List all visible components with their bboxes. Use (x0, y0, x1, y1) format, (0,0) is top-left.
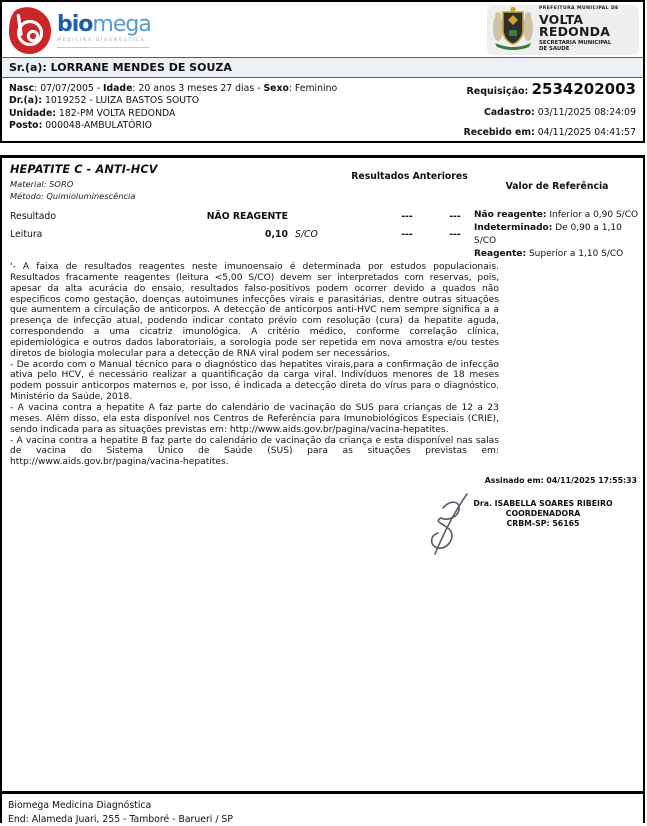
volta-redonda-crest-icon (491, 6, 535, 54)
reference-reactive: Reagente: Superior a 1,10 S/CO (474, 248, 640, 261)
result-row-leitura: Leitura 0,10 S/CO --- --- (10, 229, 479, 240)
doctor-name: Dra. ISABELLA SOARES RIBEIRO (453, 499, 633, 509)
column-reference-value: Valor de Referência (482, 181, 632, 192)
exam-section (0, 155, 645, 823)
biomega-wordmark (57, 14, 151, 48)
doctor-role: COORDENADORA (453, 509, 633, 519)
reference-nonreactive: Não reagente: Inferior a 0,90 S/CO (474, 209, 640, 222)
report-header (0, 0, 645, 143)
biomega-logo (7, 5, 157, 55)
seal-line1: PREFEITURA MUNICIPAL DE (539, 7, 619, 12)
exam-title: HEPATITE C - ANTI-HCV (10, 163, 158, 176)
requisition-number: Requisição: 2534202003 (464, 80, 636, 98)
column-previous-results: Resultados Anteriores (347, 171, 472, 182)
brand-bold: bio (57, 12, 92, 37)
brand-light: mega (92, 12, 150, 37)
footer-company: Biomega Medicina Diagnóstica (8, 799, 637, 813)
note-paragraph: '- A faixa de resultados reagentes neste imunoensaio é determinada por estudos populacionais. Resultados fracamente reagentes (leitura <5,00 S/CO) devem ser interpretados com reservas, pois, apesar da alta acurácia do ensaio, resultados falso-positivos podem ocorrer devido a quados não especificos como gestação, doenças autoimunes infecções virais e parasitárias, dentre outras situações que aumentem a circulação de anticorpos. A detecção de anticorpos anti-HVC nem sempre significa a a presença de infecção atual, podendo indicar contato prévio com resolução (cura) da hepatite aguda, correspondendo a uma cicatriz imunológica. A critério médico, conforme correlação clínica, epidemiológica e outros dados laboratoriais, a sorologia pode ser repetida em nova amostra e/ou testes diretos de biologia molecular para a detecção de RNA viral podem ser necessários. (10, 262, 499, 360)
registered-at: Cadastro: 03/11/2025 08:24:09 (464, 107, 636, 118)
requisition-info (464, 80, 636, 138)
doctor-registration: CRBM-SP: 56165 (453, 519, 633, 529)
patient-line-unit: Unidade: 182-PM VOLTA REDONDA (9, 108, 337, 120)
volta-redonda-seal (487, 5, 639, 55)
seal-line3: REDONDA (539, 26, 619, 39)
note-paragraph: - A vacina contra a hepatite B faz parte do calendário de vacinação da criança e esta disponível nas salas de vacina do Sistema Único de Saúde (SUS) para as situações previstas em: http://www.aids.gov.br/pagina/vacina-hepatites. (10, 436, 499, 469)
seal-line2: VOLTA (539, 14, 619, 27)
patient-line-station: Posto: 000048-AMBULATÓRIO (9, 120, 337, 132)
interpretive-notes (10, 262, 499, 468)
exam-method: Método: Quimioluminescência (10, 191, 158, 201)
doctor-signature-block (453, 499, 633, 529)
signed-at-timestamp: Assinado em: 04/11/2025 17:55:33 (485, 476, 637, 485)
patient-line-birth: Nasc: 07/07/2005 - Idade: 20 anos 3 meses 27 dias - Sexo: Feminino (9, 83, 337, 95)
brand-tagline: MEDICINA DIAGNÓSTICA (57, 39, 149, 48)
patient-info (9, 83, 337, 132)
exam-header (10, 163, 158, 201)
received-at: Recebido em: 04/11/2025 04:41:57 (464, 127, 636, 138)
footer-address: End: Alameda Juari, 255 - Tamboré - Barueri / SP (8, 813, 637, 826)
biomega-droplet-icon (7, 5, 53, 59)
reference-values (474, 209, 640, 261)
note-paragraph: - A vacina contra a hepatite A faz parte do calendário de vacinação do SUS para crianças de 12 a 23 meses. Além disso, ela esta disponível nos Centros de Referência para Imunobiológicos Especiais (CRIE), sendo indicada para as situações previstas em: http://www.aids.gov.br/pagina/vacina-hepatites. (10, 403, 499, 436)
report-footer (0, 791, 645, 826)
result-row-resultado: Resultado NÃO REAGENTE --- --- (10, 211, 479, 222)
patient-name-bar: Sr.(a): LORRANE MENDES DE SOUZA (2, 57, 643, 78)
seal-line4: SECRETARIA MUNICIPAL (539, 41, 619, 46)
exam-material: Material: SORO (10, 179, 158, 189)
note-paragraph: - De acordo com o Manual técnico para o diagnóstico das hepatites virais,para a confirmação de infecção ativa pelo HCV, é necessário realizar a quantificação da carga viral. Indivíduos menores de 18 meses podem possuir anticorpos maternos e, por isso, é indicada a detecção direta do vírus para o diagnóstico. Ministério da Saúde, 2018. (10, 360, 499, 403)
seal-line5: DE SAUDE (539, 47, 619, 52)
reference-indeterminate: Indeterminado: De 0,90 a 1,10 S/CO (474, 222, 640, 248)
patient-line-doctor: Dr.(a): 1019252 - LUIZA BASTOS SOUTO (9, 95, 337, 107)
